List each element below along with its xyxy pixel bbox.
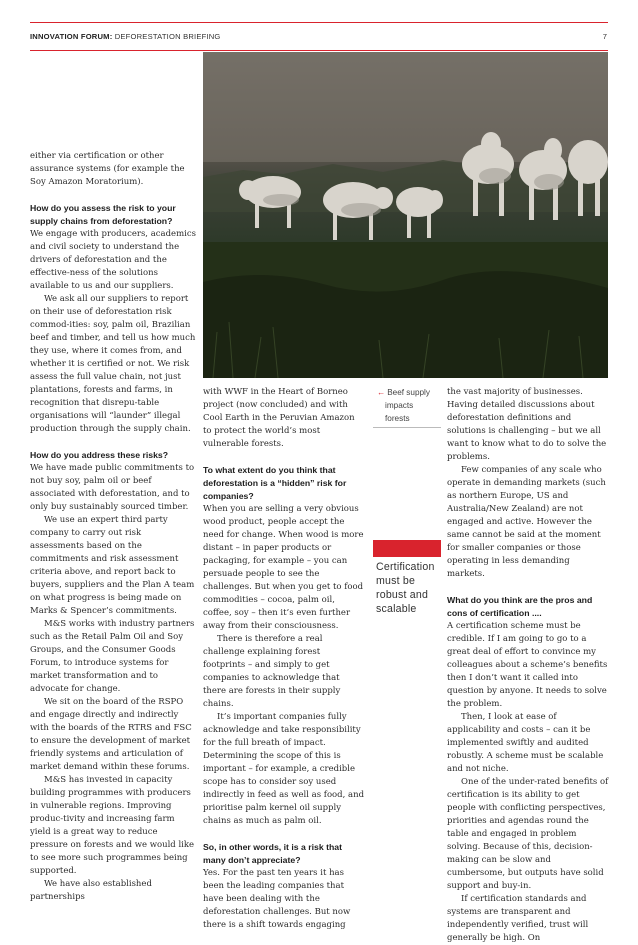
spacer [30, 436, 196, 449]
arrow-left-icon: ← [377, 388, 386, 397]
caption-line: Beef supply [387, 388, 430, 397]
paragraph: M&S works with industry partners such as the Retail Palm Oil and Soy Groups, and the Consumer Goods Forum, to introduce systems for market transformation and to advocate for change. [30, 619, 195, 694]
paragraph: the vast majority of businesses. Having detailed discussions about deforestation definitions and solutions is challenging – but we all want to know what to do to solve the problems. [447, 387, 607, 462]
pull-quote-line: scalable [376, 603, 417, 615]
paragraph: If certification standards and systems are transparent and independently verified, trust will generally be high. On [447, 894, 589, 943]
cattle-photo [203, 52, 608, 378]
pull-quote-bar [373, 540, 441, 557]
paragraph: We use an expert third party company to carry out risk assessments based on the commitments and risk assessment criteria above, and report back to buyers, suppliers and the Plan A team on what progress is being made on Marks & Spencer’s commitments. [30, 515, 195, 616]
paragraph: We have also established partnerships [30, 879, 152, 902]
paragraph: There is therefore a real challenge explaining forest footprints – and simply to get companies to acknowledge that there are forests in their supply chains. [203, 634, 341, 709]
paragraph: One of the under-rated benefits of certification is its ability to get people with conflicting perspectives, priorities and agendas round the table and engaged in problem solving. Because of this, decision-making can be slow and cumbersome, but outputs have solid support and buy-in. [447, 777, 609, 891]
pull-quote-line: must be [376, 575, 416, 587]
paragraph: either via certification or other assurance systems (for example the Soy Amazon Moratorium). [30, 151, 185, 187]
spacer [203, 451, 365, 464]
running-head-section: DEFORESTATION BRIEFING [112, 32, 221, 41]
pull-quote [376, 560, 444, 616]
running-head [30, 32, 221, 41]
paragraph: When you are selling a very obvious wood product, people accept the need for change. When wood is more distant – in paper products or packaging, for example – you can persuade people to see the challenges. But when you get to food commodities – cocoa, palm oil, coffee, soy – then it’s even further away from their consciousness. [203, 504, 364, 631]
paragraph: We engage with producers, academics and civil society to understand the drivers of deforestation and the effective-ness of the solutions available to us and our suppliers. [30, 229, 196, 291]
cattle-illustration [203, 52, 608, 378]
paragraph: Few companies of any scale who operate in demanding markets (such as northern Europe, US and Australia/New Zealand) are not engaged and active. However the same cannot be said at the moment for smaller companies or those operating in less demanding markets. [447, 465, 606, 579]
paragraph: It’s important companies fully acknowledge and take responsibility for the full breath of impact. Determining the scope of this is important – for example, a credible scope has to consider soy used indirectly in feed as well as food, and prioritise palm kernel oil supply chains as much as palm oil. [203, 712, 365, 826]
paragraph: M&S has invested in capacity building programmes with producers in vulnerable regions. Improving produc-tivity and increasing farm yield is a great way to reduce pressure on forests and we would like to see more such programmes being supported. [30, 775, 195, 876]
question-heading: To what extent do you think that deforestation is a “hidden” risk for companies? [203, 465, 347, 501]
column-three [447, 386, 609, 945]
paragraph: Then, I look at ease of applicability and costs – can it be implemented swiftly and audited robustly. A scheme must be scalable and not niche. [447, 712, 604, 774]
caption-line: impacts [385, 401, 414, 410]
spacer [203, 828, 365, 841]
question-heading: What do you think are the pros and cons of certification .... [447, 595, 593, 618]
photo-caption [377, 386, 439, 425]
paragraph: We sit on the board of the RSPO and engage directly and indirectly with the boards of the RTRS and FSC to ensure the development of market friendly systems and articulation of market demand within these forums. [30, 697, 192, 772]
page-number: 7 [602, 32, 607, 41]
running-head-series: INNOVATION FORUM: [30, 32, 113, 41]
column-two [203, 386, 365, 932]
caption-rule [373, 427, 441, 428]
header-bottom-rule [30, 50, 608, 51]
spacer [30, 189, 196, 202]
paragraph: We ask all our suppliers to report on their use of deforestation risk commod-ities: soy, palm oil, Brazilian beef and timber, and tell us how much they use, where it comes from, and whether it is certified or not. We risk assess the full value chain, not just plantations, forests and farms, in recognition that disrepu-table organisations will “launder” illegal production through the supply chain. [30, 294, 196, 434]
question-heading: So, in other words, it is a risk that many don’t appreciate? [203, 842, 343, 865]
pull-quote-line: Certification [376, 561, 435, 573]
spacer [447, 581, 609, 594]
paragraph: with WWF in the Heart of Borneo project (now concluded) and with Cool Earth in the Peruvian Amazon to protect the world’s most vulnerable forests. [203, 387, 355, 449]
column-one [30, 150, 196, 904]
pull-quote-line: robust and [376, 589, 429, 601]
header-top-rule [30, 22, 608, 23]
paragraph: A certification scheme must be credible. If I am going to go to a great deal of effort to convince my colleagues about a scheme’s benefits then I don’t want it called into question by anyone. It needs to solve the problem. [447, 621, 608, 709]
paragraph: We have made public commitments to not buy soy, palm oil or beef associated with deforestation, and to only buy sustainably sourced timber. [30, 463, 195, 512]
caption-line: forests [385, 414, 410, 423]
paragraph: Yes. For the past ten years it has been the leading companies that have been dealing with the deforestation challenges. But now there is a shift towards engaging [203, 868, 351, 930]
question-heading: How do you address these risks? [30, 450, 169, 460]
question-heading: How do you assess the risk to your supply chains from deforestation? [30, 203, 176, 226]
